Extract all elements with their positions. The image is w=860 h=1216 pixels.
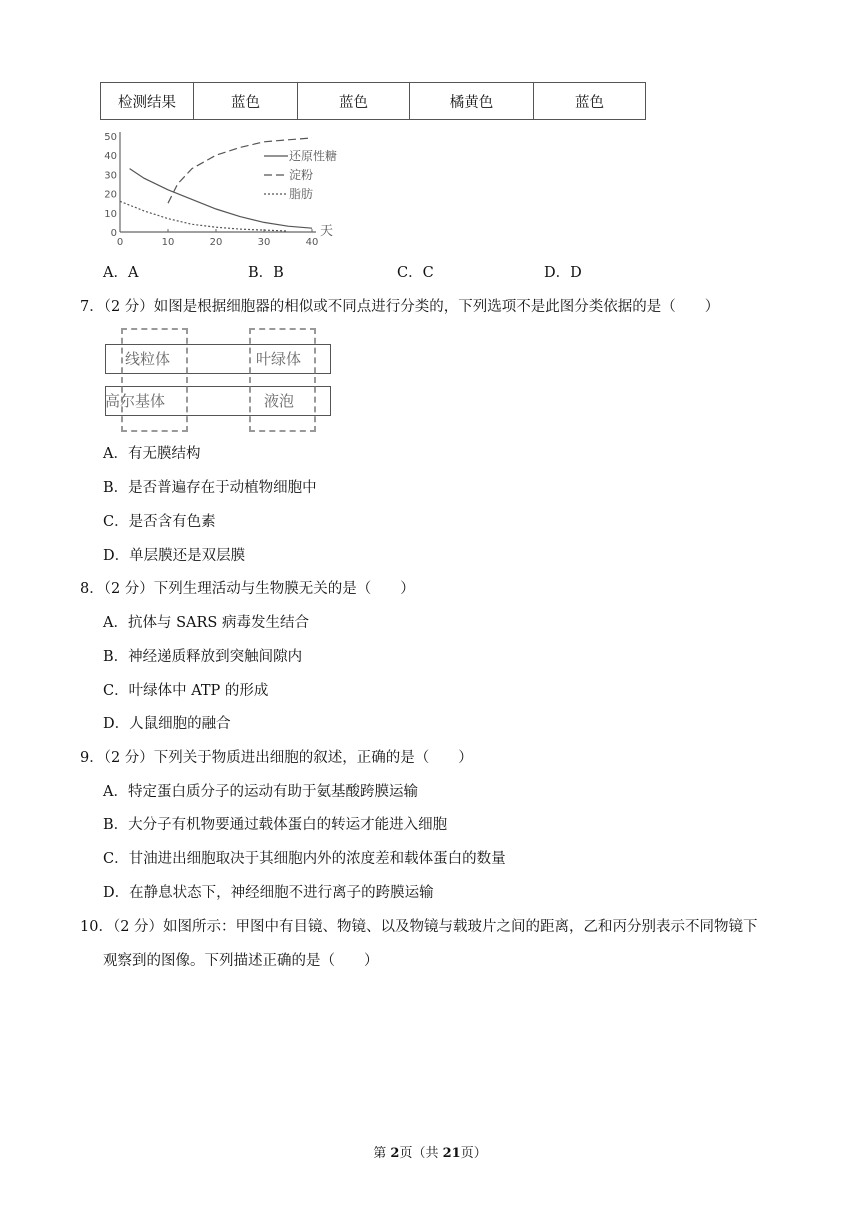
label-vacuole: 液泡 [264,392,295,410]
q9-option-a: A．特定蛋白质分子的运动有助于氨基酸跨膜运输 [103,784,418,800]
label-chloroplast: 叶绿体 [256,350,302,368]
table-cell: 蓝色 [534,83,646,120]
x-tick-label: 30 [257,237,271,248]
q7-option-a: A．有无膜结构 [103,446,201,462]
table-cell: 蓝色 [194,83,298,120]
q8-option-d: D．人鼠细胞的融合 [103,716,231,732]
page-footer [0,1142,860,1161]
y-tick-label: 50 [104,132,117,143]
q8-option-c: C．叶绿体中 ATP 的形成 [103,683,269,699]
footer-prefix: 第 [373,1146,391,1161]
option-d: D．D [544,265,582,281]
legend-label: 还原性糖 [289,149,338,163]
table-cell: 蓝色 [298,83,410,120]
footer-total-pages: 21 [442,1146,461,1161]
column-box-left [121,328,188,432]
q9-option-c: C．甘油进出细胞取决于其细胞内外的浓度差和载体蛋白的数量 [103,851,506,867]
q8-option-a: A．抗体与 SARS 病毒发生结合 [103,615,309,631]
content-change-chart [92,126,372,256]
table-row [101,83,646,120]
q7-option-c: C．是否含有色素 [103,514,216,530]
label-mitochondria: 线粒体 [125,350,171,368]
option-b: B．B [248,265,284,281]
x-tick-label: 20 [209,237,223,248]
option-a: A．A [103,265,139,281]
x-tick-label: 0 [116,237,124,248]
x-tick-label: 40 [305,237,319,248]
y-tick-label: 30 [104,170,117,182]
series-line [130,169,312,229]
footer-mid: 页（共 [399,1146,443,1161]
q9-stem: 9．（2 分）下列关于物质进出细胞的叙述，正确的是（ ） [80,750,473,766]
legend-label: 脂肪 [289,187,314,201]
footer-page-number: 2 [390,1146,400,1161]
y-tick-label: 10 [104,208,117,220]
organelle-classification-diagram [100,326,340,436]
q8-stem: 8．（2 分）下列生理活动与生物膜无关的是（ ） [80,581,415,597]
q6-options [0,263,860,283]
x-tick-label: 10 [161,237,175,248]
q7-option-b: B．是否普遍存在于动植物细胞中 [103,480,317,496]
legend-label: 淀粉 [289,168,314,182]
result-table [100,82,646,120]
y-tick-label: 20 [104,189,117,201]
x-axis-label: 天 [320,224,334,239]
q10-stem-line2: 观察到的图像。下列描述正确的是（ ） [103,953,379,969]
label-golgi: 高尔基体 [105,392,166,410]
q7-option-d: D．单层膜还是双层膜 [103,548,246,564]
y-tick-label: 40 [104,151,117,163]
series-line [120,201,288,231]
table-cell: 橘黄色 [410,83,534,120]
column-box-right [249,328,316,432]
table-row-label: 检测结果 [101,83,194,120]
q10-stem-line1: 10．（2 分）如图所示：甲图中有目镜、物镜、以及物镜与载玻片之间的距离，乙和丙分别表示不同物镜下 [80,919,758,935]
footer-suffix: 页） [460,1146,487,1161]
q9-option-d: D．在静息状态下，神经细胞不进行离子的跨膜运输 [103,885,434,901]
option-c: C．C [397,265,434,281]
q7-stem: 7．（2 分）如图是根据细胞器的相似或不同点进行分类的，下列选项不是此图分类依据的是（ ） [80,299,720,315]
q9-option-b: B．大分子有机物要通过载体蛋白的转运才能进入细胞 [103,817,448,833]
y-tick-label: 0 [110,228,117,239]
q8-option-b: B．神经递质释放到突触间隙内 [103,649,303,665]
